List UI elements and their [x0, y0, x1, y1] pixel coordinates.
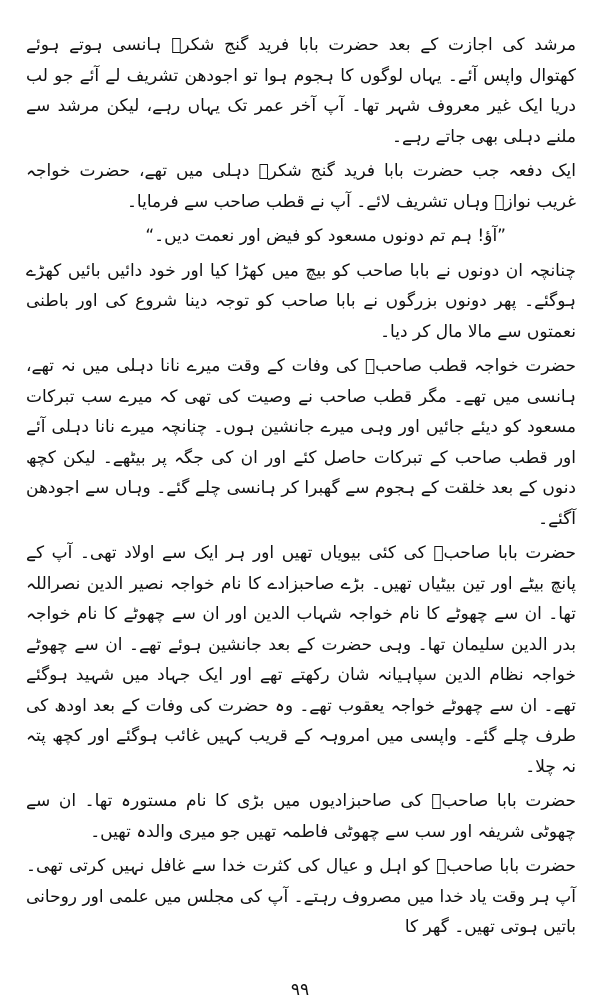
paragraph-3: چنانچہ ان دونوں نے بابا صاحب کو بیچ میں کھڑا کیا اور خود دائیں بائیں کھڑے ہوگئے۔ پھر دونوں بزرگوں نے بابا صاحب کو توجہ دینا شروع کی اور باطنی نعمتوں سے مالا مال کر دیا۔	[26, 260, 576, 342]
paragraph-1: مرشد کی اجازت کے بعد حضرت بابا فرید گنج شکرؒ ہانسی ہوتے ہوئے کھتوال واپس آئے۔ یہاں لوگوں کا ہجوم ہوا تو اجودھن تشریف لے آئے جو لب دریا ایک غیر معروف شہر تھا۔ آپ آخر عمر تک یہاں رہے، لیکن مرشد سے ملنے دہلی بھی جاتے رہے۔	[26, 35, 576, 147]
paragraph-7: حضرت بابا صاحبؒ کو اہل و عیال کی کثرت خدا سے غافل نہیں کرتی تھی۔ آپ ہر وقت یاد خدا میں مصروف رہتے۔ آپ کی مجلس میں علمی اور روحانی باتیں ہوتی تھیں۔ گھر کا	[26, 856, 576, 937]
paragraph-6: حضرت بابا صاحبؒ کی صاحبزادیوں میں بڑی کا نام مستورہ تھا۔ ان سے چھوٹی شریفہ اور سب سے چھوٹی فاطمہ تھیں جو میری والدہ تھیں۔	[26, 791, 576, 842]
quotation-line: ”آؤ! ہم تم دونوں مسعود کو فیض اور نعمت دیں۔“	[145, 226, 506, 246]
page-number: ۹۹	[290, 980, 310, 1000]
paragraph-4: حضرت خواجہ قطب صاحبؒ کی وفات کے وقت میرے نانا دہلی میں نہ تھے، ہانسی میں تھے۔ مگر قطب صاحب نے وصیت کی تھی کہ میرے سب تبرکات مسعود کو دیئے جائیں اور وہی میرے جانشین ہوں۔ چنانچہ میرے نانا دہلی آئے اور قطب صاحب کے تبرکات حاصل کئے اور ان کی جگہ پر بیٹھے۔ لیکن کچھ دنوں کے بعد خلقت کے ہجوم سے گھبرا کر ہانسی چلے گئے۔ وہاں سے اجودھن آگئے۔	[26, 356, 576, 529]
paragraph-5: حضرت بابا صاحبؒ کی کئی بیویاں تھیں اور ہر ایک سے اولاد تھی۔ آپ کے پانچ بیٹے اور تین بیٹیاں تھیں۔ بڑے صاحبزادے کا نام خواجہ نصیر الدین نصراللہ تھا۔ ان سے چھوٹے کا نام خواجہ شہاب الدین اور ان سے چھوٹے کا نام خواجہ بدر الدین سلیمان تھا۔ وہی حضرت کے بعد جانشین ہوئے تھے۔ ان سے چھوٹے خواجہ نظام الدین سپاہیانہ شان رکھتے تھے اور ایک جہاد میں شہید ہوگئے تھے۔ ان سے چھوٹے خواجہ یعقوب تھے۔ وہ حضرت کی وفات کے بعد اودھ کی طرف چلے گئے۔ واپسی میں امروہہ کے قریب کہیں غائب ہوگئے اور کچھ پتہ نہ چلا۔	[26, 543, 576, 777]
paragraph-2: ایک دفعہ جب حضرت بابا فرید گنج شکرؒ دہلی میں تھے، حضرت خواجہ غریب نوازؒ وہاں تشریف لائے۔ آپ نے قطب صاحب سے فرمایا۔	[26, 161, 576, 212]
